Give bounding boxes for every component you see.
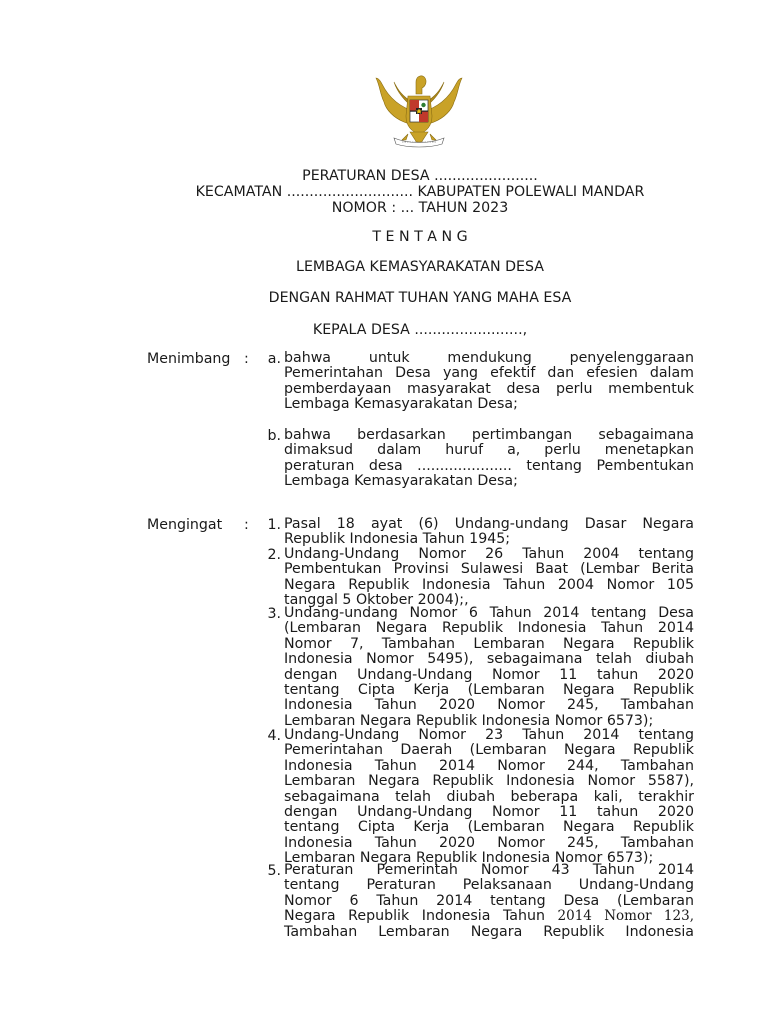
text-line: Indonesia Tahun 2014 Nomor 244, Tambahan [284, 757, 694, 774]
tentang-heading: T E N T A N G [372, 229, 468, 245]
mengingat-item-4 [284, 728, 694, 867]
text-segment: Negara Republik Indonesia Tahun [284, 908, 558, 925]
kecamatan-kabupaten-line: KECAMATAN ............................ KABUPATEN POLEWALI MANDAR [195, 184, 645, 200]
text-line: Pemerintahan Desa yang efektif dan efesien dalam [284, 365, 694, 382]
mengingat-item-5 [284, 863, 694, 940]
kepala-desa-line: KEPALA DESA ........................, [312, 322, 528, 338]
text-line: dimaksud dalam huruf a, perlu menetapkan [284, 442, 694, 459]
mengingat-colon: : [244, 517, 249, 533]
text-line: sebagaimana telah diubah beberapa kali, terakhir [284, 788, 694, 805]
text-line: Lembaran Negara Republik Indonesia Nomor 6573); [284, 712, 654, 729]
text-line: Tambahan Lembaran Negara Republik Indonesia [284, 923, 694, 940]
mengingat-item-1 [284, 517, 694, 548]
text-line: Negara Republik Indonesia Tahun 2004 Nomor 105 [284, 576, 694, 593]
text-line: Lembaga Kemasyarakatan Desa; [284, 473, 518, 490]
text-line: Republik Indonesia Tahun 1945; [284, 531, 511, 548]
text-line: Undang-undang Nomor 6 Tahun 2014 tentang Desa [284, 605, 694, 621]
text-line: Pasal 18 ayat (6) Undang-undang Dasar Negara [284, 516, 694, 532]
text-line: Undang-Undang Nomor 26 Tahun 2004 tentang [284, 546, 694, 562]
text-line: Indonesia Nomor 5495), sebagaimana telah diubah [284, 651, 694, 668]
text-line: (Lembaran Negara Republik Indonesia Tahun 2014 [284, 620, 694, 637]
menimbang-item-a [284, 351, 694, 413]
text-line: Indonesia Tahun 2020 Nomor 245, Tambahan [284, 834, 694, 851]
text-line: Peraturan Pemerintah Nomor 43 Tahun 2014 [284, 862, 694, 878]
text-line: Lembaga Kemasyarakatan Desa; [284, 396, 518, 413]
mengingat-marker-4: 4. [267, 728, 281, 744]
mengingat-marker-3: 3. [267, 606, 281, 622]
text-line: tentang Cipta Kerja (Lembaran Negara Republik [284, 819, 694, 836]
mengingat-item-3 [284, 606, 694, 729]
mengingat-item-2 [284, 547, 694, 609]
rahmat-line: DENGAN RAHMAT TUHAN YANG MAHA ESA [268, 290, 572, 306]
text-line: tentang Cipta Kerja (Lembaran Negara Republik [284, 681, 694, 698]
text-line: Lembaran Negara Republik Indonesia Nomor 5587), [284, 773, 694, 790]
text-line: tanggal 5 Oktober 2004);, [284, 592, 469, 609]
menimbang-colon: : [244, 351, 249, 367]
menimbang-label: Menimbang [147, 351, 231, 367]
text-line: bahwa berdasarkan pertimbangan sebagaimana [284, 427, 694, 443]
text-line: Lembaran Negara Republik Indonesia Nomor 6573); [284, 850, 654, 867]
text-line: Nomor 6 Tahun 2014 tentang Desa (Lembaran [284, 892, 694, 909]
text-line: dengan Undang-Undang Nomor 11 tahun 2020 [284, 666, 694, 683]
subject-heading: LEMBAGA KEMASYARAKATAN DESA [296, 259, 544, 275]
text-line: dengan Undang-Undang Nomor 11 tahun 2020 [284, 803, 694, 820]
menimbang-marker-a: a. [267, 351, 281, 367]
text-line: Pemerintahan Daerah (Lembaran Negara Republik [284, 742, 694, 759]
mengingat-marker-1: 1. [267, 517, 281, 533]
text-line: bahwa untuk mendukung penyelenggaraan [284, 350, 694, 366]
text-line: pemberdayaan masyarakat desa perlu membentuk [284, 380, 694, 397]
menimbang-marker-b: b. [267, 428, 281, 444]
text-line-mixed [284, 909, 694, 924]
serif-text-segment: 2014 Nomor 123, [557, 908, 694, 925]
regulation-title: PERATURAN DESA ....................... [302, 168, 538, 184]
menimbang-item-b [284, 428, 694, 490]
text-line: Indonesia Tahun 2020 Nomor 245, Tambahan [284, 697, 694, 714]
garuda-emblem-icon [372, 72, 466, 156]
text-line: Pembentukan Provinsi Sulawesi Baat (Lembar Berita [284, 561, 694, 578]
mengingat-marker-5: 5. [267, 863, 281, 879]
text-line: Undang-Undang Nomor 23 Tahun 2014 tentang [284, 727, 694, 743]
mengingat-marker-2: 2. [267, 547, 281, 563]
text-line: tentang Peraturan Pelaksanaan Undang-Undang [284, 877, 694, 894]
nomor-tahun-line: NOMOR : ... TAHUN 2023 [331, 200, 509, 216]
text-line: peraturan desa ..................... tentang Pembentukan [284, 457, 694, 474]
mengingat-label: Mengingat [147, 517, 223, 533]
text-line: Nomor 7, Tambahan Lembaran Negara Republik [284, 635, 694, 652]
